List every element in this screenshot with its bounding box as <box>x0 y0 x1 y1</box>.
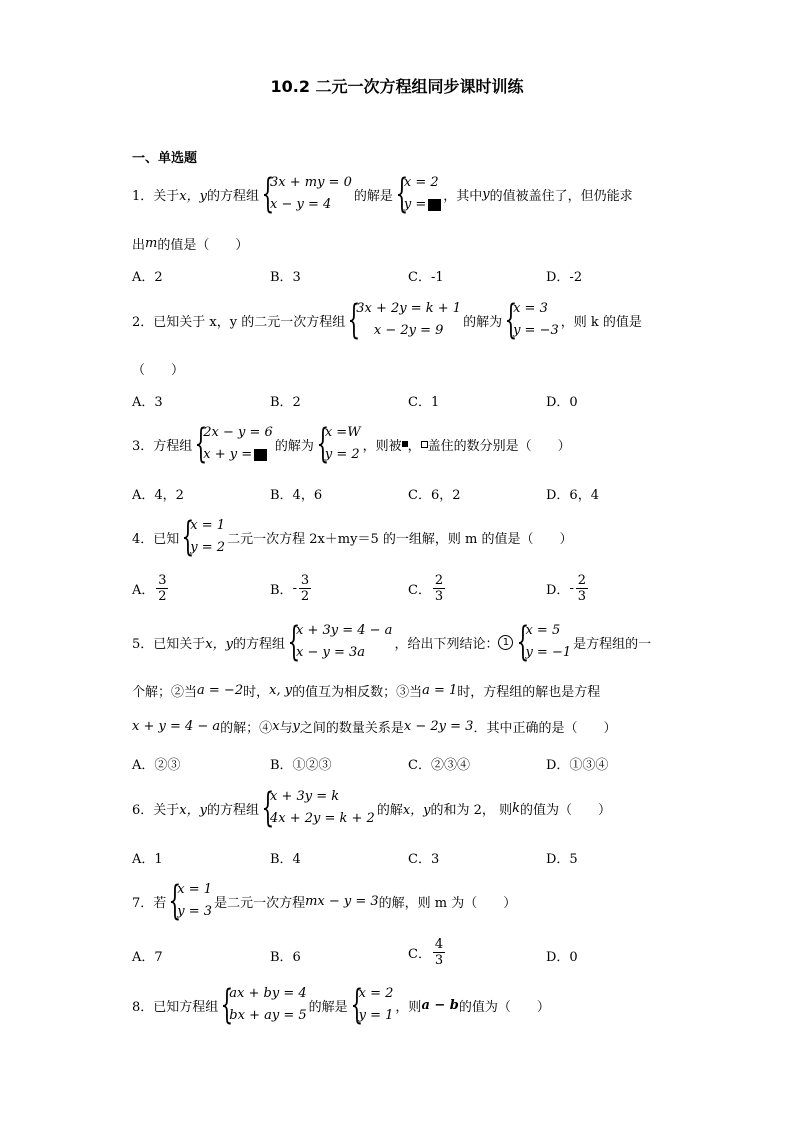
section-heading: 一、单选题 <box>132 151 198 166</box>
question-1 <box>132 172 633 216</box>
q2-sol-text: 的解为 <box>463 314 503 330</box>
denominator: 3 <box>434 953 444 968</box>
q1-tail2: 的值被盖住了，但仍能求 <box>489 188 633 204</box>
q3-solution-system <box>316 422 361 466</box>
q7-pre: 7．若 <box>132 895 167 911</box>
q4-brace: { <box>181 514 195 560</box>
q4-option-b <box>270 573 313 604</box>
denominator: 3 <box>577 589 586 604</box>
q6-option-d: D．5 <box>546 852 578 867</box>
q7-option-c-fraction <box>433 937 445 968</box>
q5-line2-c: 的值互为相反数；③当 <box>292 685 423 700</box>
question-6 <box>132 786 611 830</box>
question-5-line3 <box>132 717 616 736</box>
question-8 <box>132 983 550 1027</box>
q4-option-a <box>132 573 170 604</box>
q2-line2: （ ） <box>132 363 185 378</box>
q3-option-c: C．6，2 <box>408 488 461 503</box>
q5-solution-system <box>516 620 571 664</box>
q5-line3-c: 之间的数量关系是 <box>299 721 404 736</box>
q7-option-c-label: C． <box>408 947 431 962</box>
q5-brace: { <box>287 619 301 665</box>
q6-tail-a: 的解 <box>376 802 403 818</box>
q5-line2-d: 时，方程组的解也是方程 <box>457 685 601 700</box>
q3-equation-system <box>194 422 273 466</box>
question-7 <box>132 879 516 923</box>
q2-equation-system <box>347 298 461 342</box>
q5-tail-a: ，给出下列结论： <box>394 636 499 652</box>
q1-tail1: ，其中 <box>443 188 483 204</box>
q2-tail: ，则 k 的值是 <box>560 314 642 330</box>
q4-option-d-sign: - <box>569 581 574 596</box>
q6-pre: 6．关于 <box>132 802 180 818</box>
numerator: 3 <box>158 573 167 588</box>
q8-s2: y = 1 <box>358 1008 394 1023</box>
q8-tail-expr: a − b <box>421 997 459 1013</box>
q5-line3-a: 的解；④ <box>220 721 273 736</box>
q4-option-d <box>546 573 590 604</box>
question-5 <box>132 620 651 664</box>
q1-option-b: B．3 <box>270 270 301 285</box>
q6-tail-b: 的和为 2， 则 <box>430 802 513 818</box>
q8-pre: 8．已知方程组 <box>132 999 219 1015</box>
q8-tail-a: ，则 <box>395 999 422 1015</box>
q5-line2-m3: a = 1 <box>422 683 458 698</box>
q7-tail-eq: mx − y = 3 <box>305 893 379 909</box>
q5-option-b: B．①②③ <box>270 758 332 773</box>
q4-option-a-label: A． <box>132 583 155 598</box>
q6-tail-vars: x，y <box>402 802 431 818</box>
q3-option-a: A．4，2 <box>132 488 184 503</box>
numerator: 2 <box>577 573 586 588</box>
q2-eq2: x − 2y = 9 <box>373 323 444 338</box>
q8-eq2: bx + ay = 5 <box>229 1008 307 1023</box>
q2-option-c: C．1 <box>408 395 440 410</box>
q7-tail-b: 的解，则 m 为（ ） <box>378 895 517 911</box>
q1-s1: x = 2 <box>403 175 439 190</box>
question-3 <box>132 422 571 466</box>
q3-brace: { <box>194 421 208 467</box>
q6-vars: x，y <box>179 802 207 818</box>
covered-square <box>254 449 267 461</box>
q6-eq1: x + 3y = k <box>269 789 340 804</box>
q4-solution-system <box>181 515 225 559</box>
question-1-line2 <box>132 234 248 253</box>
q7-option-b: B．6 <box>270 950 301 965</box>
q5-s1: x = 5 <box>525 623 561 638</box>
q1-eq1: 3x + my = 0 <box>269 175 352 190</box>
q2-eq1: 3x + 2y = k + 1 <box>356 301 462 316</box>
q5-pre: 5．已知关于 <box>132 636 206 652</box>
q5-option-d: D．①③④ <box>546 758 609 773</box>
q8-tail-b: 的值为（ ） <box>458 999 550 1015</box>
q6-tail-k: k <box>512 800 520 816</box>
q7-option-c <box>408 937 447 968</box>
q5-line2-m2: x, y <box>269 683 293 698</box>
q1-line2-var: m <box>145 236 158 251</box>
q5-equation-system <box>287 620 392 664</box>
q3-pre: 3．方程组 <box>132 438 193 454</box>
q3-tail-b: ， <box>407 438 421 454</box>
q3-sol-text: 的解为 <box>274 438 314 454</box>
q5-line2-a: 个解；②当 <box>132 685 198 700</box>
q3-tail-a: ，则被 <box>362 438 402 454</box>
q5-line2-m1: a = −2 <box>197 683 244 698</box>
q4-option-c <box>408 573 447 604</box>
q7-solution-system <box>168 879 212 923</box>
q4-option-b-sign: - <box>292 581 297 596</box>
q6-tail-c: 的值为（ ） <box>519 802 611 818</box>
q1-mid: 的方程组 <box>206 188 259 204</box>
q4-pre: 4．已知 <box>132 531 180 547</box>
q8-sol-text: 的解是 <box>308 999 348 1015</box>
q5-mid: 的方程组 <box>232 636 285 652</box>
q6-brace: { <box>261 785 275 831</box>
q8-sol-brace: { <box>350 982 363 1028</box>
q2-s1: x = 3 <box>513 301 548 316</box>
numerator: 3 <box>300 573 310 588</box>
q8-equation-system <box>220 983 306 1027</box>
circled-one: 1 <box>498 635 513 650</box>
q8-s1: x = 2 <box>358 986 394 1001</box>
q4-option-c-label: C． <box>408 583 431 598</box>
q4-option-d-label: D． <box>546 583 570 598</box>
q3-s1: x =W <box>324 425 361 440</box>
q3-eq1: 2x − y = 6 <box>203 425 273 440</box>
hollow-square-icon <box>421 441 428 448</box>
covered-square <box>428 199 441 211</box>
q7-s2: y = 3 <box>177 904 213 919</box>
numerator: 2 <box>434 573 444 588</box>
q1-option-c: C．-1 <box>408 270 444 285</box>
q6-mid: 的方程组 <box>206 802 259 818</box>
denominator: 3 <box>434 589 444 604</box>
q1-solution-system <box>395 172 441 216</box>
q6-option-a: A．1 <box>132 852 163 867</box>
q6-option-c: C．3 <box>408 852 440 867</box>
q4-option-b-label: B． <box>270 583 293 598</box>
q3-sol-brace: { <box>316 421 330 467</box>
q1-sol-text: 的解是 <box>353 188 393 204</box>
q5-eq2: x − y = 3a <box>295 645 365 660</box>
q3-option-d: D．6，4 <box>546 488 599 503</box>
q1-eq2: x − y = 4 <box>269 197 332 212</box>
q8-eq1: ax + by = 4 <box>229 986 307 1001</box>
q6-eq2: 4x + 2y = k + 2 <box>269 811 375 826</box>
q2-pre: 2．已知关于 x，y 的二元一次方程组 <box>132 314 346 330</box>
q1-option-d: D．-2 <box>546 270 583 285</box>
q3-tail-c: 盖住的数分别是（ ） <box>427 438 571 454</box>
q5-line3-m2: x <box>272 719 280 734</box>
q5-line3-m3: y <box>292 719 300 734</box>
q5-line2-b: 时， <box>243 685 270 700</box>
q1-tail-var: y <box>482 186 490 202</box>
q8-solution-system <box>350 983 394 1027</box>
q7-brace: { <box>168 878 182 924</box>
q7-option-a: A．7 <box>132 950 163 965</box>
q7-tail-a: 是二元一次方程 <box>214 895 306 911</box>
page-title: 10.2 二元一次方程组同步课时训练 <box>270 77 524 96</box>
q1-line2-a: 出 <box>132 238 146 253</box>
q3-option-b: B．4，6 <box>270 488 323 503</box>
q4-tail: 二元一次方程 2x＋my＝5 的一组解，则 m 的值是（ ） <box>227 531 573 547</box>
question-4 <box>132 515 572 559</box>
q1-vars: x，y <box>179 188 207 204</box>
q5-option-c: C．②③④ <box>408 758 470 773</box>
q4-s2: y = 2 <box>190 540 226 555</box>
q5-line3-d: ．其中正确的是（ ） <box>473 721 617 736</box>
q7-option-d: D．0 <box>546 950 578 965</box>
q2-s2: y = −3 <box>513 323 559 338</box>
q4-option-c-fraction <box>433 573 445 604</box>
q1-equation-system <box>261 172 352 216</box>
q1-s2: y = <box>403 197 427 212</box>
q3-eq2: x + y = <box>203 447 253 462</box>
denominator: 2 <box>300 589 310 604</box>
q4-option-b-fraction <box>299 573 311 604</box>
q4-option-d-fraction <box>576 573 588 604</box>
q6-option-b: B．4 <box>270 852 301 867</box>
q1-brace: { <box>261 171 275 217</box>
q5-tail-b: 是方程组的一 <box>573 636 652 652</box>
q5-line3-b: 与 <box>279 721 293 736</box>
q5-vars: x，y <box>205 636 233 652</box>
q1-option-a: A．2 <box>132 270 163 285</box>
q2-solution-system <box>504 298 559 342</box>
q1-sol-brace: { <box>395 171 409 217</box>
q2-sol-brace: { <box>504 297 518 343</box>
q5-s2: y = −1 <box>525 645 572 660</box>
question-5-line2 <box>132 681 600 700</box>
q2-option-b: B．2 <box>270 395 301 410</box>
q1-pre: 1．关于 <box>132 188 180 204</box>
q5-line3-m4: x − 2y = 3 <box>403 719 474 734</box>
denominator: 2 <box>158 589 167 604</box>
q7-s1: x = 1 <box>177 882 213 897</box>
q3-s2: y = 2 <box>324 447 360 462</box>
q4-option-a-fraction <box>156 573 168 604</box>
q8-brace: { <box>220 982 234 1028</box>
q1-line2-b: 的值是（ ） <box>157 238 249 253</box>
q2-option-d: D．0 <box>546 395 578 410</box>
question-2 <box>132 298 642 342</box>
q2-option-a: A．3 <box>132 395 163 410</box>
q6-equation-system <box>261 786 375 830</box>
q5-line3-m1: x + y = 4 − a <box>132 719 221 734</box>
q4-s1: x = 1 <box>190 518 226 533</box>
q2-brace: { <box>347 297 361 343</box>
q5-eq1: x + 3y = 4 − a <box>295 623 393 638</box>
q5-option-a: A．②③ <box>132 758 181 773</box>
numerator: 4 <box>434 937 444 952</box>
q5-sol-brace: { <box>516 619 530 665</box>
